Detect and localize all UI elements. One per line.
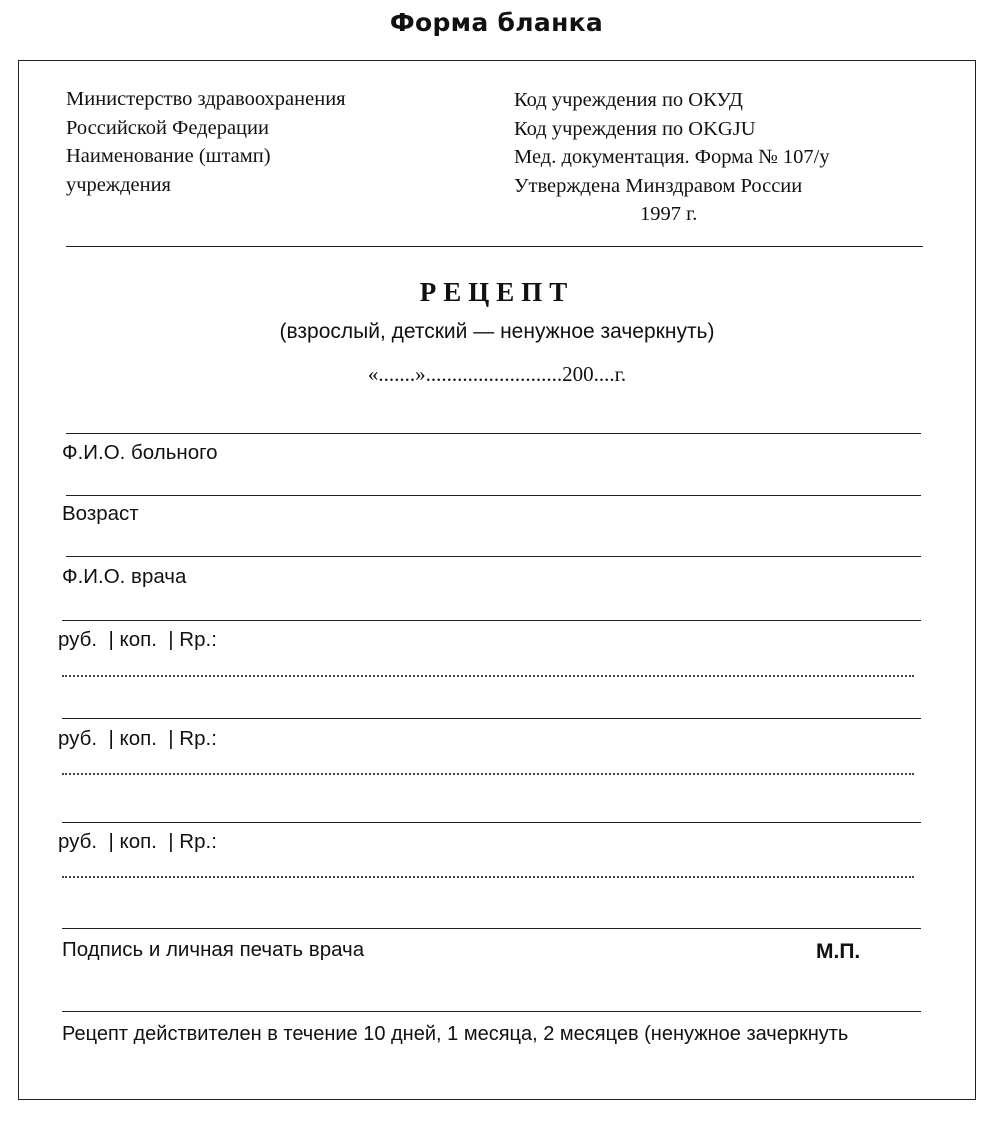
header-right-line: Код учреждения по OKGJU xyxy=(514,117,756,140)
header-left-line: Министерство здравоохранения xyxy=(66,88,346,110)
stamp-place-label: М.П. xyxy=(816,940,861,963)
header-left-line: Российской Федерации xyxy=(66,116,269,139)
field-line xyxy=(62,928,921,929)
patient-name-field: Ф.И.О. больного xyxy=(62,441,218,464)
rx-dotted-line xyxy=(62,876,914,878)
header-right-line: Утверждена Минздравом России xyxy=(514,174,803,197)
rx-line: руб. | коп. | Rp.: xyxy=(58,628,217,651)
rx-dotted-line xyxy=(62,675,914,677)
page-title: Форма бланка xyxy=(389,8,604,37)
document-codes-header xyxy=(514,86,830,229)
field-line xyxy=(66,556,921,557)
field-line xyxy=(62,620,921,621)
header-left-line: Наименование (штамп) xyxy=(66,145,271,167)
header-left-line: учреждения xyxy=(66,173,171,196)
header-right-line: Мед. документация. Форма № 107/у xyxy=(514,146,830,168)
header-divider xyxy=(66,246,923,247)
rx-dotted-line xyxy=(62,773,914,775)
age-field: Возраст xyxy=(62,502,139,525)
field-line xyxy=(62,1011,921,1012)
validity-note: Рецепт действителен в течение 10 дней, 1 месяца, 2 месяцев (ненужное зачеркнуть xyxy=(62,1023,849,1045)
doctor-name-field: Ф.И.О. врача xyxy=(62,565,187,588)
date-line: «.......»..........................200....г. xyxy=(367,362,627,386)
field-line xyxy=(66,495,921,496)
signature-label: Подпись и личная печать врача xyxy=(62,938,365,961)
prescription-title: РЕЦЕПТ xyxy=(419,277,575,307)
rx-line: руб. | коп. | Rp.: xyxy=(58,727,217,750)
header-right-line: Код учреждения по ОКУД xyxy=(514,89,743,111)
field-line xyxy=(66,433,921,434)
field-line xyxy=(62,718,921,719)
rx-line: руб. | коп. | Rp.: xyxy=(58,830,217,853)
prescription-subtitle: (взрослый, детский — ненужное зачеркнуть) xyxy=(279,320,715,343)
field-line xyxy=(62,822,921,823)
institution-header xyxy=(66,85,346,199)
header-right-line: 1997 г. xyxy=(640,203,698,225)
